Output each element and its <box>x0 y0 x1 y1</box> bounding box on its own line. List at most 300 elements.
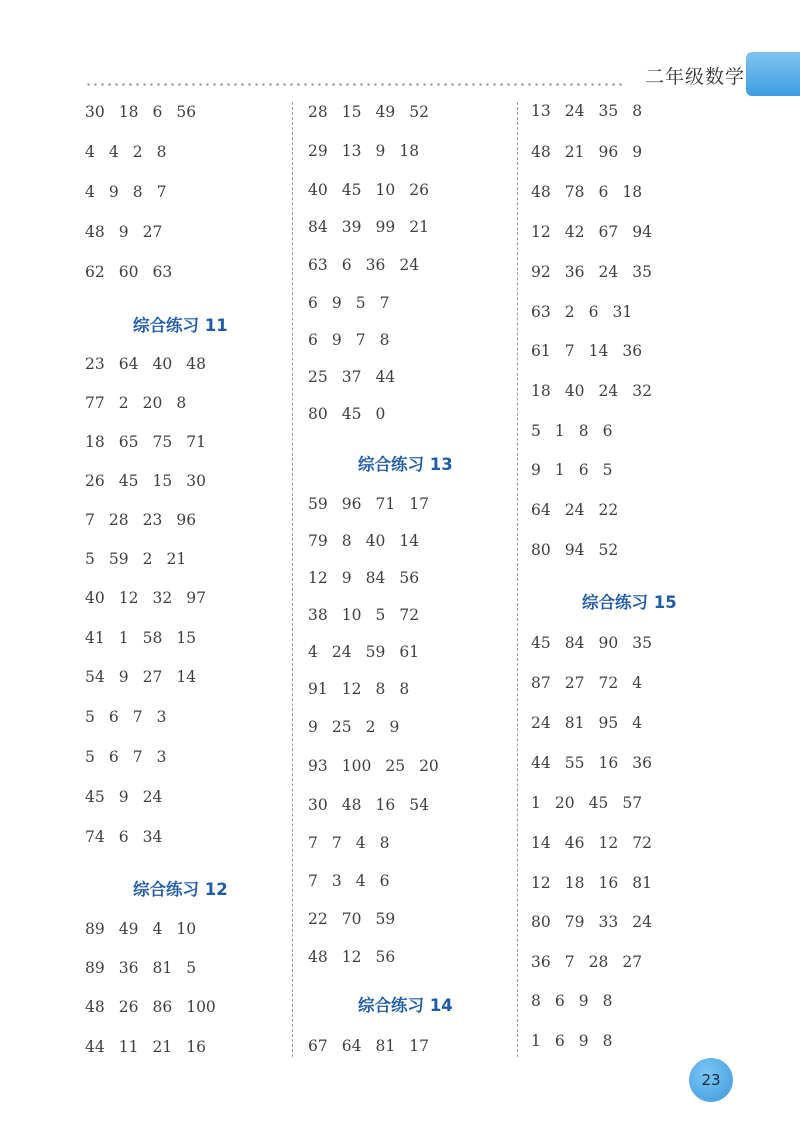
answer-number: 71 <box>375 495 396 513</box>
answer-number: 84 <box>308 218 328 236</box>
answer-row <box>531 102 656 120</box>
answer-row <box>531 461 627 479</box>
answer-number: 4 <box>85 183 95 201</box>
answer-number: 24 <box>598 263 619 281</box>
answer-number: 5 <box>85 550 95 568</box>
answer-number: 93 <box>308 757 328 775</box>
answer-number: 44 <box>85 1038 105 1056</box>
answer-number: 57 <box>622 794 643 812</box>
answer-row <box>85 828 176 846</box>
answer-number: 27 <box>142 223 163 241</box>
answer-number: 67 <box>308 1037 328 1055</box>
answer-number: 9 <box>632 143 643 161</box>
answer-number: 11 <box>118 1038 139 1056</box>
answer-number: 12 <box>341 680 362 698</box>
answer-number: 36 <box>531 953 551 971</box>
answer-number: 49 <box>375 103 396 121</box>
page-number-badge: 23 <box>689 1058 733 1102</box>
answer-row <box>85 183 181 201</box>
answer-number: 14 <box>531 834 551 852</box>
answer-number: 92 <box>531 263 551 281</box>
answer-number: 5 <box>531 422 541 440</box>
answer-number: 20 <box>142 394 163 412</box>
answer-number: 90 <box>598 634 619 652</box>
answer-row <box>85 550 200 568</box>
answer-row <box>531 541 632 559</box>
answer-number: 89 <box>85 920 105 938</box>
answer-number: 26 <box>85 472 105 490</box>
answer-row <box>85 223 176 241</box>
answer-number: 7 <box>355 331 366 349</box>
answer-number: 41 <box>85 629 105 647</box>
answer-number: 33 <box>598 913 619 931</box>
answer-number: 70 <box>341 910 362 928</box>
answer-number: 9 <box>118 223 129 241</box>
answer-number: 40 <box>85 589 105 607</box>
answer-row <box>308 294 404 312</box>
answer-row <box>85 708 181 726</box>
answer-number: 61 <box>399 643 420 661</box>
answer-number: 0 <box>375 405 386 423</box>
answer-number: 15 <box>152 472 173 490</box>
answer-number: 56 <box>176 103 197 121</box>
answer-number: 25 <box>308 368 328 386</box>
answer-number: 6 <box>578 461 589 479</box>
answer-number: 46 <box>564 834 585 852</box>
answer-number: 25 <box>385 757 406 775</box>
answer-row <box>531 223 666 241</box>
answer-number: 9 <box>341 569 352 587</box>
answer-number: 15 <box>176 629 197 647</box>
answer-row <box>85 629 210 647</box>
answer-number: 9 <box>108 183 119 201</box>
answer-number: 45 <box>341 181 362 199</box>
answer-number: 75 <box>152 433 173 451</box>
answer-number: 72 <box>598 674 619 692</box>
answer-number: 10 <box>176 920 197 938</box>
answer-row <box>531 834 666 852</box>
answer-number: 72 <box>632 834 652 852</box>
answer-number: 84 <box>564 634 585 652</box>
answer-number: 6 <box>118 828 129 846</box>
answer-number: 96 <box>176 511 197 529</box>
answer-number: 5 <box>85 708 95 726</box>
answer-number: 12 <box>308 569 328 587</box>
answer-number: 24 <box>564 501 585 519</box>
answer-number: 4 <box>152 920 163 938</box>
answer-number: 24 <box>632 913 652 931</box>
answer-number: 3 <box>331 872 342 890</box>
answer-number: 4 <box>355 872 366 890</box>
answer-number: 89 <box>85 959 105 977</box>
answer-number: 7 <box>132 708 143 726</box>
answer-number: 40 <box>365 532 386 550</box>
answer-number: 16 <box>598 874 619 892</box>
answer-number: 56 <box>375 948 396 966</box>
answer-number: 52 <box>409 103 429 121</box>
answer-number: 78 <box>564 183 585 201</box>
answer-number: 40 <box>564 382 585 400</box>
answer-number: 36 <box>118 959 139 977</box>
answer-number: 9 <box>118 668 129 686</box>
answer-row <box>85 1038 220 1056</box>
exercise-heading: 综合练习 14 <box>358 996 453 1015</box>
answer-number: 4 <box>108 143 119 161</box>
answer-row <box>85 920 210 938</box>
answer-number: 12 <box>531 223 551 241</box>
answer-number: 48 <box>341 796 362 814</box>
answer-number: 8 <box>341 532 352 550</box>
answer-number: 24 <box>531 714 551 732</box>
answer-number: 48 <box>85 223 105 241</box>
answer-row <box>531 714 656 732</box>
answer-number: 7 <box>564 953 575 971</box>
answer-number: 7 <box>85 511 95 529</box>
answer-number: 48 <box>531 183 551 201</box>
answer-number: 3 <box>156 708 167 726</box>
answer-number: 96 <box>598 143 619 161</box>
answer-number: 36 <box>632 754 652 772</box>
answer-number: 94 <box>564 541 585 559</box>
answer-row <box>85 263 186 281</box>
exercise-heading: 综合练习 12 <box>133 880 228 899</box>
answer-number: 17 <box>409 495 429 513</box>
answer-row <box>531 263 666 281</box>
answer-number: 25 <box>331 718 352 736</box>
answer-number: 6 <box>308 331 318 349</box>
answer-number: 29 <box>308 142 328 160</box>
answer-number: 37 <box>341 368 362 386</box>
answer-row <box>85 433 220 451</box>
answer-row <box>531 794 656 812</box>
answer-row <box>308 606 433 624</box>
answer-number: 39 <box>341 218 362 236</box>
answer-row <box>308 834 404 852</box>
answer-number: 22 <box>308 910 328 928</box>
exercise-heading: 综合练习 13 <box>358 455 453 474</box>
answer-number: 48 <box>308 948 328 966</box>
answer-number: 9 <box>375 142 386 160</box>
answer-number: 6 <box>588 303 599 321</box>
answer-number: 6 <box>108 708 119 726</box>
answer-number: 5 <box>602 461 613 479</box>
answer-number: 77 <box>85 394 105 412</box>
answer-row <box>308 872 404 890</box>
answer-number: 4 <box>308 643 318 661</box>
answer-number: 10 <box>375 181 396 199</box>
answer-number: 18 <box>399 142 420 160</box>
answer-row <box>308 718 413 736</box>
answer-row <box>308 218 443 236</box>
answer-row <box>85 143 181 161</box>
answer-number: 62 <box>85 263 105 281</box>
answer-row <box>85 668 210 686</box>
answer-number: 12 <box>341 948 362 966</box>
answer-number: 34 <box>142 828 163 846</box>
answer-number: 80 <box>308 405 328 423</box>
answer-row <box>531 342 656 360</box>
answer-number: 1 <box>554 422 565 440</box>
answer-number: 8 <box>379 834 390 852</box>
answer-number: 27 <box>564 674 585 692</box>
answer-number: 54 <box>409 796 429 814</box>
answer-row <box>531 634 666 652</box>
answer-number: 6 <box>341 256 352 274</box>
answer-number: 14 <box>399 532 420 550</box>
answer-number: 35 <box>598 102 619 120</box>
answer-column-3 <box>531 0 751 1132</box>
answer-number: 59 <box>108 550 129 568</box>
answer-column-1 <box>85 0 305 1132</box>
answer-number: 13 <box>341 142 362 160</box>
answer-number: 55 <box>564 754 585 772</box>
answer-number: 48 <box>85 998 105 1016</box>
answer-number: 8 <box>379 331 390 349</box>
answer-row <box>85 394 200 412</box>
answer-number: 14 <box>176 668 197 686</box>
answer-number: 72 <box>399 606 420 624</box>
answer-row <box>308 757 453 775</box>
answer-number: 5 <box>355 294 366 312</box>
answer-number: 100 <box>341 757 372 775</box>
chapter-tab <box>746 52 800 96</box>
answer-number: 27 <box>622 953 643 971</box>
answer-number: 44 <box>531 754 551 772</box>
answer-row <box>308 103 443 121</box>
answer-number: 9 <box>331 331 342 349</box>
answer-number: 7 <box>564 342 575 360</box>
answer-number: 7 <box>308 872 318 890</box>
answer-row <box>308 643 433 661</box>
answer-number: 35 <box>632 263 652 281</box>
answer-number: 6 <box>379 872 390 890</box>
answer-number: 2 <box>118 394 129 412</box>
answer-number: 7 <box>132 748 143 766</box>
answer-number: 6 <box>308 294 318 312</box>
answer-number: 81 <box>152 959 173 977</box>
answer-row <box>531 382 666 400</box>
answer-number: 17 <box>409 1037 429 1055</box>
answer-number: 7 <box>308 834 318 852</box>
answer-number: 6 <box>602 422 613 440</box>
answer-number: 45 <box>85 788 105 806</box>
answer-number: 21 <box>152 1038 173 1056</box>
answer-row <box>531 422 627 440</box>
answer-number: 20 <box>419 757 439 775</box>
answer-number: 81 <box>564 714 585 732</box>
answer-number: 30 <box>186 472 206 490</box>
answer-number: 45 <box>341 405 362 423</box>
answer-row <box>308 796 443 814</box>
answer-number: 18 <box>118 103 139 121</box>
answer-number: 74 <box>85 828 105 846</box>
answer-row <box>308 495 443 513</box>
answer-number: 64 <box>341 1037 362 1055</box>
answer-number: 3 <box>156 748 167 766</box>
answer-row <box>308 181 443 199</box>
answer-number: 24 <box>564 102 585 120</box>
answer-number: 7 <box>331 834 342 852</box>
answer-number: 24 <box>331 643 352 661</box>
answer-number: 13 <box>531 102 551 120</box>
answer-number: 59 <box>308 495 328 513</box>
answer-number: 6 <box>598 183 609 201</box>
answer-number: 10 <box>341 606 362 624</box>
answer-number: 22 <box>598 501 619 519</box>
answer-number: 79 <box>564 913 585 931</box>
answer-number: 1 <box>531 1032 541 1050</box>
exercise-heading: 综合练习 11 <box>133 316 228 335</box>
answer-number: 67 <box>598 223 619 241</box>
answer-number: 9 <box>531 461 541 479</box>
answer-number: 12 <box>118 589 139 607</box>
answer-number: 4 <box>632 714 643 732</box>
answer-number: 91 <box>308 680 328 698</box>
answer-number: 18 <box>85 433 105 451</box>
answer-row <box>308 405 399 423</box>
answer-number: 36 <box>622 342 643 360</box>
answer-number: 27 <box>142 668 163 686</box>
answer-row <box>85 998 230 1016</box>
answer-number: 60 <box>118 263 139 281</box>
answer-number: 2 <box>142 550 153 568</box>
answer-number: 1 <box>118 629 129 647</box>
answer-number: 8 <box>531 992 541 1010</box>
answer-row <box>531 303 646 321</box>
answer-number: 24 <box>598 382 619 400</box>
answer-number: 2 <box>132 143 143 161</box>
answer-number: 30 <box>308 796 328 814</box>
answer-number: 2 <box>564 303 575 321</box>
answer-number: 97 <box>186 589 206 607</box>
exercise-heading: 综合练习 15 <box>582 593 677 612</box>
answer-number: 9 <box>389 718 400 736</box>
answer-row <box>531 874 666 892</box>
answer-number: 18 <box>531 382 551 400</box>
answer-number: 71 <box>186 433 206 451</box>
answer-row <box>308 1037 443 1055</box>
answer-row <box>85 788 176 806</box>
answer-number: 79 <box>308 532 328 550</box>
answer-number: 8 <box>632 102 643 120</box>
answer-number: 6 <box>152 103 163 121</box>
answer-row <box>308 569 433 587</box>
answer-number: 81 <box>632 874 652 892</box>
answer-number: 9 <box>578 1032 589 1050</box>
answer-number: 8 <box>176 394 187 412</box>
answer-row <box>308 368 409 386</box>
answer-number: 99 <box>375 218 396 236</box>
answer-number: 40 <box>152 355 173 373</box>
grade-title: 二年级数学 <box>645 66 746 88</box>
answer-number: 21 <box>564 143 585 161</box>
answer-row <box>85 103 210 121</box>
answer-number: 48 <box>186 355 206 373</box>
answer-row <box>308 680 423 698</box>
answer-number: 81 <box>375 1037 396 1055</box>
answer-number: 44 <box>375 368 396 386</box>
answer-row <box>531 754 666 772</box>
answer-row <box>308 948 409 966</box>
answer-number: 32 <box>152 589 173 607</box>
answer-number: 49 <box>118 920 139 938</box>
answer-number: 16 <box>186 1038 206 1056</box>
answer-number: 8 <box>602 992 613 1010</box>
answer-number: 61 <box>531 342 551 360</box>
answer-row <box>531 143 656 161</box>
answer-number: 86 <box>152 998 173 1016</box>
answer-number: 6 <box>554 1032 565 1050</box>
answer-number: 64 <box>531 501 551 519</box>
answer-number: 59 <box>365 643 386 661</box>
answer-number: 45 <box>588 794 609 812</box>
answer-number: 23 <box>85 355 105 373</box>
answer-row <box>85 355 220 373</box>
answer-number: 8 <box>375 680 386 698</box>
answer-number: 5 <box>85 748 95 766</box>
answer-number: 26 <box>118 998 139 1016</box>
answer-number: 95 <box>598 714 619 732</box>
answer-number: 59 <box>375 910 396 928</box>
answer-number: 31 <box>612 303 633 321</box>
answer-number: 24 <box>399 256 420 274</box>
answer-number: 20 <box>554 794 575 812</box>
answer-number: 12 <box>598 834 619 852</box>
answer-number: 100 <box>186 998 216 1016</box>
answer-row <box>531 1032 627 1050</box>
answer-number: 52 <box>598 541 619 559</box>
answer-number: 87 <box>531 674 551 692</box>
answer-number: 58 <box>142 629 163 647</box>
answer-number: 23 <box>142 511 163 529</box>
answer-number: 63 <box>152 263 173 281</box>
answer-number: 18 <box>564 874 585 892</box>
answer-row <box>308 532 433 550</box>
answer-number: 38 <box>308 606 328 624</box>
answer-number: 36 <box>365 256 386 274</box>
answer-number: 18 <box>622 183 643 201</box>
answer-number: 4 <box>632 674 643 692</box>
answer-number: 8 <box>578 422 589 440</box>
answer-number: 8 <box>602 1032 613 1050</box>
answer-number: 94 <box>632 223 652 241</box>
answer-number: 30 <box>85 103 105 121</box>
answer-number: 9 <box>308 718 318 736</box>
answer-row <box>308 910 409 928</box>
answer-column-2 <box>308 0 528 1132</box>
answer-number: 12 <box>531 874 551 892</box>
answer-number: 40 <box>308 181 328 199</box>
answer-number: 4 <box>85 143 95 161</box>
answer-row <box>531 674 656 692</box>
answer-number: 9 <box>118 788 129 806</box>
answer-number: 24 <box>142 788 163 806</box>
answer-number: 21 <box>409 218 429 236</box>
answer-number: 9 <box>578 992 589 1010</box>
answer-number: 64 <box>118 355 139 373</box>
answer-number: 4 <box>355 834 366 852</box>
answer-number: 96 <box>341 495 362 513</box>
answer-number: 26 <box>409 181 429 199</box>
answer-number: 8 <box>399 680 410 698</box>
answer-number: 14 <box>588 342 609 360</box>
answer-number: 48 <box>531 143 551 161</box>
answer-number: 35 <box>632 634 652 652</box>
answer-number: 28 <box>108 511 129 529</box>
answer-row <box>85 959 210 977</box>
answer-number: 63 <box>531 303 551 321</box>
answer-number: 5 <box>186 959 197 977</box>
